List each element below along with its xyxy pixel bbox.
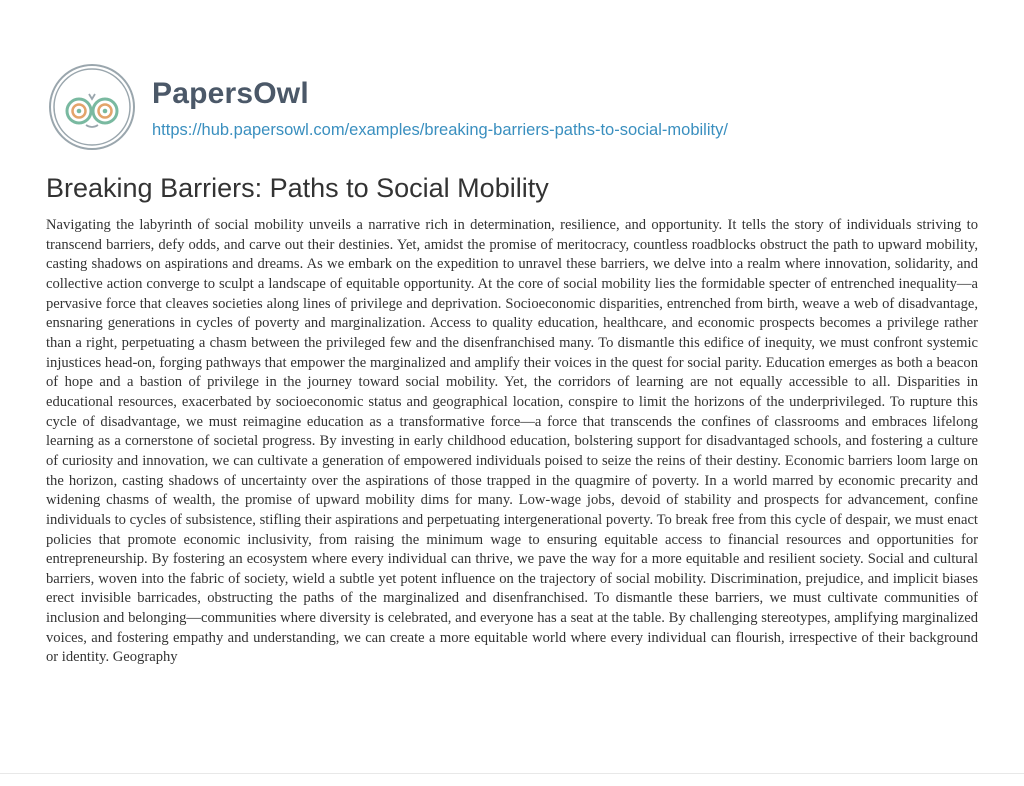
owl-eyes-icon — [46, 61, 138, 153]
papersowl-logo[interactable] — [46, 61, 138, 153]
brand-block — [152, 74, 728, 141]
page-url-link[interactable]: https://hub.papersowl.com/examples/breaking-barriers-paths-to-social-mobility/ — [152, 120, 728, 139]
bottom-divider — [0, 773, 1024, 774]
article-body: Navigating the labyrinth of social mobility unveils a narrative rich in determination, resilience, and opportunity. It tells the story of individuals striving to transcend barriers, defy odds, and carve out their destinies. Yet, amidst the promise of meritocracy, countless roadblocks obstruct the path to upward mobility, casting shadows on aspirations and dreams. As we embark on the expedition to unravel these barriers, we delve into a realm where innovation, solidarity, and collective action converge to sculpt a landscape of equitable opportunity. At the core of social mobility lies the formidable specter of entrenched inequality—a pervasive force that cleaves societies along lines of privilege and deprivation. Socioeconomic disparities, entrenched from birth, weave a web of disadvantage, ensnaring generations in cycles of poverty and marginalization. Access to quality education, healthcare, and economic prospects becomes a privilege rather than a right, perpetuating a chasm between the privileged few and the disenfranchised many. To dismantle this edifice of inequity, we must confront systemic injustices head-on, forging pathways that empower the marginalized and amplify their voices in the quest for social parity. Education emerges as both a beacon of hope and a bastion of privilege in the journey toward social mobility. Yet, the corridors of learning are not equally accessible to all. Disparities in educational resources, exacerbated by socioeconomic status and geographical location, conspire to limit the horizons of the underprivileged. To rupture this cycle of disadvantage, we must reimagine education as a transformative force—a force that transcends the confines of classrooms and embraces lifelong learning as a cornerstone of societal progress. By investing in early childhood education, bolstering support for disadvantaged schools, and fostering a culture of curiosity and innovation, we can cultivate a generation of empowered individuals poised to seize the reins of their destiny. Economic barriers loom large on the horizon, casting shadows of uncertainty over the aspirations of those trapped in the quagmire of poverty. In a world marred by economic precarity and widening chasms of wealth, the promise of upward mobility dims for many. Low-wage jobs, devoid of stability and prospects for advancement, confine individuals to cycles of subsistence, stifling their aspirations and perpetuating intergenerational poverty. To break free from this cycle of despair, we must enact policies that promote economic inclusivity, from raising the minimum wage to ensuring equitable access to financial resources and opportunities for entrepreneurship. By fostering an ecosystem where every individual can thrive, we pave the way for a more equitable and resilient society. Social and cultural barriers, woven into the fabric of society, wield a subtle yet potent influence on the trajectory of social mobility. Discrimination, prejudice, and implicit biases erect invisible barricades, obstructing the paths of the marginalized and disenfranchised. To dismantle these barriers, we must cultivate communities of inclusion and belonging—communities where diversity is celebrated, and everyone has a seat at the table. By challenging stereotypes, amplifying marginalized voices, and fostering empathy and understanding, we can create a more equitable world where every individual can flourish, irrespective of their background or identity. Geography — [46, 217, 978, 666]
brand-name[interactable]: PapersOwl — [152, 76, 309, 110]
site-header — [46, 61, 728, 153]
page-title: Breaking Barriers: Paths to Social Mobility — [46, 173, 549, 203]
